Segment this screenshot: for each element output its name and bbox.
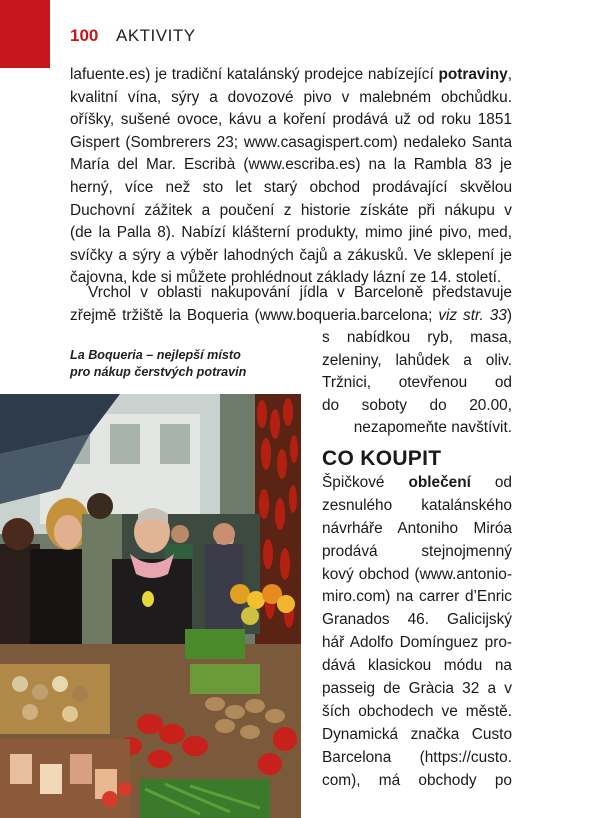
market-stall-photo — [0, 394, 301, 818]
text-run: passeig de Gràcia 32 a v — [322, 680, 512, 698]
text-line — [70, 177, 512, 200]
paragraph-boqueria-details — [322, 327, 512, 440]
text-run: do soboty do 20.00, — [322, 396, 512, 414]
text-run: návrháře Antoniho Miróa — [322, 519, 512, 537]
text-line — [322, 495, 512, 518]
text-run: Duchovní zážitek a poučení z historie získáte při nákupu v — [70, 201, 512, 219]
text-line — [322, 632, 512, 655]
text-line — [70, 154, 512, 177]
text-run: María del Mar. Escribà (www.escriba.es) na la Rambla 83 je — [70, 156, 512, 174]
text-run: miro.com) na carrer d’Enric — [322, 588, 512, 606]
section-title: AKTIVITY — [116, 26, 196, 45]
text-run: ) — [506, 306, 512, 324]
text-line — [322, 747, 512, 770]
text-run: kový obchod (www.antonio- — [322, 565, 512, 583]
text-line — [70, 64, 512, 87]
text-line — [70, 305, 512, 328]
text-line — [322, 541, 512, 564]
text-run: Dynamická značka Custo — [322, 725, 512, 743]
bold-term: potraviny — [438, 66, 508, 83]
text-run: lafuente.es) je tradiční katalánský prodejce nabízející — [70, 66, 439, 83]
text-run: oříšky, sušené ovoce, kávu a koření prodává už od roku 1851 — [70, 111, 512, 129]
text-line — [322, 417, 512, 440]
text-run: hář Adolfo Domínguez pro- — [322, 634, 512, 652]
text-line — [70, 245, 512, 268]
text-run: ších obchodech ve městě. — [322, 702, 512, 720]
text-run: Barcelona (https://custo. — [322, 748, 512, 766]
text-line — [322, 350, 512, 373]
text-line — [322, 327, 512, 350]
text-run: (de la Palla 8). Nabízí klášterní produkty, mimo jiné pivo, med, — [70, 224, 512, 242]
heading-what-to-buy: CO KOUPIT — [322, 447, 442, 470]
paragraph-food-shops — [70, 64, 512, 290]
text-run: Tržnici, otevřenou od — [322, 374, 512, 392]
text-line — [70, 132, 512, 155]
text-run: , — [507, 66, 512, 83]
text-run: s nabídkou ryb, masa, — [322, 329, 512, 346]
text-line — [322, 701, 512, 724]
text-run: čajovna, kde si můžete prohlédnout základy lázní ze 14. století. — [70, 269, 502, 287]
text-line — [70, 200, 512, 223]
caption-line: La Boqueria – nejlepší místo — [70, 348, 241, 362]
text-run: Gispert (Sombrerers 23; www.casagispert.com) nedaleko Santa — [70, 133, 512, 151]
text-run: Granados 46. Galicijský — [322, 611, 512, 629]
text-line — [322, 678, 512, 701]
text-line — [70, 87, 512, 110]
italic-ref: viz str. 33 — [438, 306, 507, 324]
text-line — [322, 770, 512, 793]
text-line — [322, 372, 512, 395]
text-line — [322, 564, 512, 587]
text-run: herný, více než sto let starý obchod prodávající skvělou — [70, 178, 512, 196]
text-line — [70, 222, 512, 245]
paragraph-fashion — [322, 472, 512, 792]
text-run: svíčky a sýry a výběr lahodných čajů a zákusků. Ve sklepení je — [70, 246, 512, 264]
page-number: 100 — [70, 26, 99, 45]
text-line — [70, 282, 512, 305]
bold-term: oblečení — [408, 474, 471, 491]
paragraph-boqueria-intro — [70, 282, 512, 327]
text-line — [322, 395, 512, 418]
text-line — [322, 518, 512, 541]
text-run: com), má obchody po — [322, 771, 512, 789]
text-run: kvalitní vína, sýry a dovozové pivo v malebném obchůdku. — [70, 88, 512, 106]
text-run: zeleniny, lahůdek a oliv. — [322, 351, 512, 369]
text-line — [70, 109, 512, 132]
text-run: prodává stejnojmenný — [322, 542, 512, 560]
text-line — [322, 655, 512, 678]
photo-caption — [70, 347, 270, 381]
text-run: nezapomeňte navštívit. — [353, 419, 512, 437]
text-line — [322, 609, 512, 632]
text-run: Špičkové — [322, 474, 409, 491]
text-run: zesnulého katalánského — [322, 496, 512, 514]
text-run: dává klasickou módu na — [322, 657, 512, 675]
red-page-tab — [0, 0, 50, 68]
text-run: zřejmě tržiště la Boqueria (www.boqueria.barcelona; — [70, 306, 439, 324]
text-line — [322, 586, 512, 609]
text-line — [322, 724, 512, 747]
caption-line: pro nákup čerstvých potravin — [70, 365, 247, 379]
text-line — [322, 472, 512, 495]
text-run: Vrchol v oblasti nakupování jídla v Barceloně představuje — [88, 284, 512, 301]
text-run: od — [470, 474, 512, 491]
